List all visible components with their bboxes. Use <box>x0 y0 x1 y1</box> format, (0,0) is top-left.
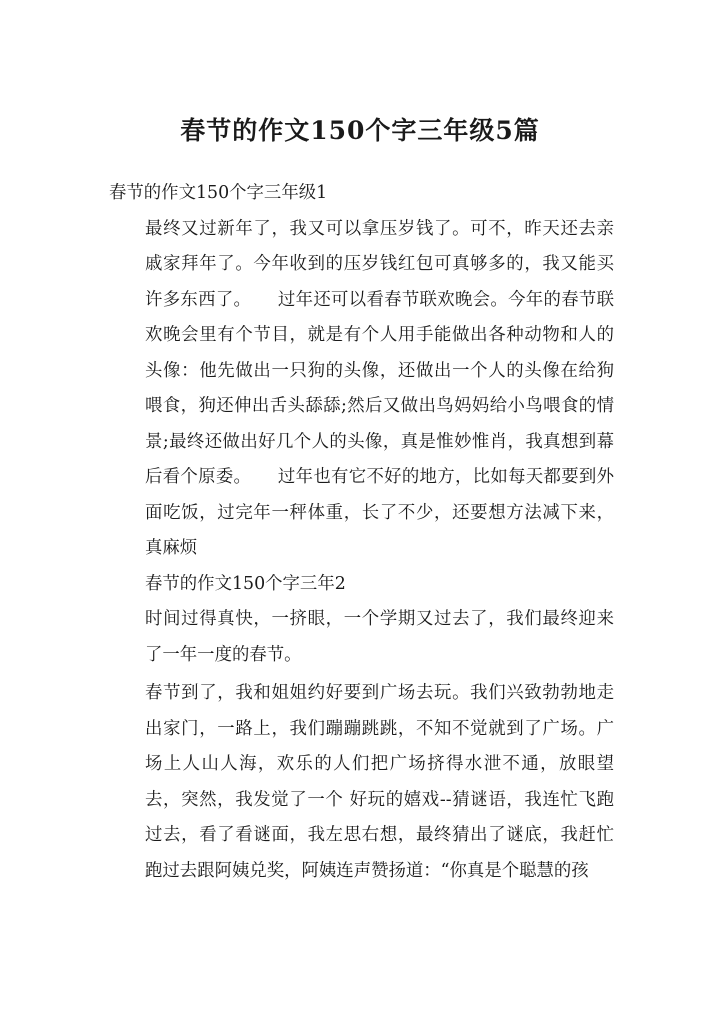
paragraph: 最终又过新年了，我又可以拿压岁钱了。可不，昨天还去亲戚家拜年了。今年收到的压岁钱红包可真够多的，我又能买许多东西了。 过年还可以看春节联欢晚会。今年的春节联欢晚会里有个节目，就是有个人用手能做出各种动物和人的头像：他先做出一只狗的头像，还做出一个人的头像在给狗喂食，狗还伸出舌头舔舔;然后又做出鸟妈妈给小鸟喂食的情景;最终还做出好几个人的头像，真是惟妙惟肖，我真想到幕后看个原委。 过年也有它不好的地方，比如每天都要到外面吃饭，过完年一秤体重，长了不少，还要想方法减下来，真麻烦 <box>145 218 614 558</box>
document-body <box>109 176 614 889</box>
document-title: 春节的作文150个字三年级5篇 <box>180 116 540 145</box>
section-heading: 春节的作文150个字三年2 <box>145 573 346 594</box>
paragraph: 春节到了，我和姐姐约好要到广场去玩。我们兴致勃勃地走出家门，一路上，我们蹦蹦跳跳，不知不觉就到了广场。广场上人山人海，欢乐的人们把广场挤得水泄不通，放眼望去，突然，我发觉了一个 好玩的嬉戏--猜谜语，我连忙飞跑过去，看了看谜面，我左思右想，最终猜出了谜底，我赶忙跑过去跟阿姨兑奖，阿姨连声赞扬道：“你真是个聪慧的孩 <box>145 683 614 881</box>
section-heading: 春节的作文150个字三年级1 <box>109 183 328 203</box>
paragraph: 时间过得真快，一挤眼，一个学期又过去了，我们最终迎来了一年一度的春节。 <box>145 609 614 665</box>
